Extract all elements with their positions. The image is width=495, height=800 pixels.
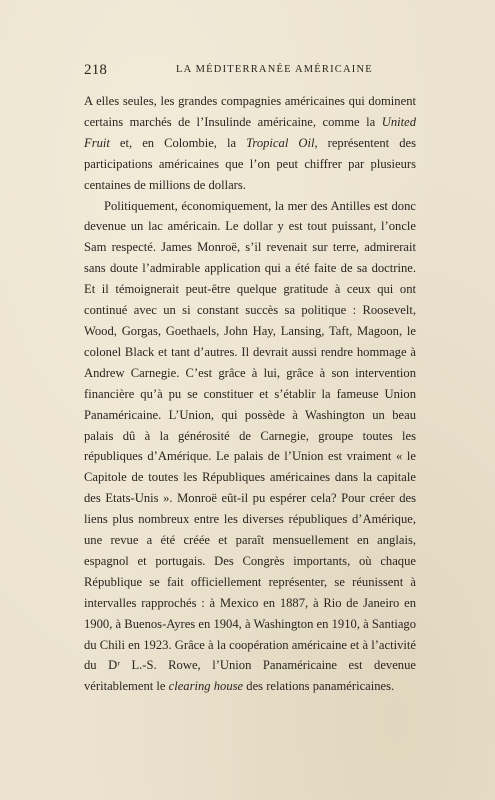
paragraph-2-text-1: Politiquement, économiquement, la mer des Antilles est donc devenue un lac américain. Le dollar y est tout puissant, l’oncle Sam respecté. James Monroë, s’il revenait sur terre, admirerait sans doute l’admirable application qui a été faite de sa doctrine. Et il témoignerait peut-être quelque gratitude à ceux qui ont continué avec un si constant succès sa politique : Roosevelt, Wood, Gorgas, Goethaels, John Hay, Lansing, Taft, Magoon, le colonel Black et tant d’autres. Il devrait aussi rendre hommage à Andrew Carnegie. C’est grâce à lui, grâce à son intervention financière qu’à pu se constituer et s’établir la fameuse Union Panaméricaine. L’Union, qui possède à Washington un beau palais dû à la générosité de Carnegie, groupe toutes les républiques d’Amérique. Le palais de l’Union est vraiment « le Capitole de toutes les Républiques américaines dans la capitale des Etats-Unis ». Monroë eût-il pu espérer cela? Pour créer des liens plus nombreux entre les diverses républiques d’Amérique, une revue a été créée et paraît mensuellement en anglais, espagnol et portugais. Des Congrès importants, où chaque République se fait officiellement représenter, se réunissent à intervalles rapprochés : à Mexico en 1887, à Rio de Janeiro en 1900, à Buenos-Ayres en 1904, à Washington en 1910, à Santiago du Chili en 1923. Grâce à la coopération américaine et à l’activité du Dʳ L.-S. Rowe, l’Union Panaméricaine est devenue véritablement le [84, 198, 416, 694]
page-number: 218 [84, 62, 108, 78]
paragraph-2-text-2: des relations panaméricaines. [243, 679, 395, 694]
paragraph-1-text-2: et, en Colombie, la [109, 135, 247, 150]
paragraph-2 [84, 196, 416, 698]
paragraph-1-text-3: , représentent des participations américaines que l’on peut chiffrer par plusieurs centaines de millions de dollars. [84, 135, 416, 192]
running-title: LA MÉDITERRANÉE AMÉRICAINE [176, 64, 373, 75]
paragraph-1-italic-1: United Fruit [84, 114, 416, 150]
paragraph-1-italic-2: Tropical Oil [246, 135, 315, 150]
paragraph-1-text-1: A elles seules, les grandes compagnies américaines qui dominent certains marchés de l’Insulinde américaine, comme la [84, 94, 416, 129]
page-header [84, 62, 416, 82]
body-text [84, 91, 416, 697]
paragraph-2-italic-1: clearing house [168, 679, 244, 694]
paragraph-1 [84, 91, 416, 196]
